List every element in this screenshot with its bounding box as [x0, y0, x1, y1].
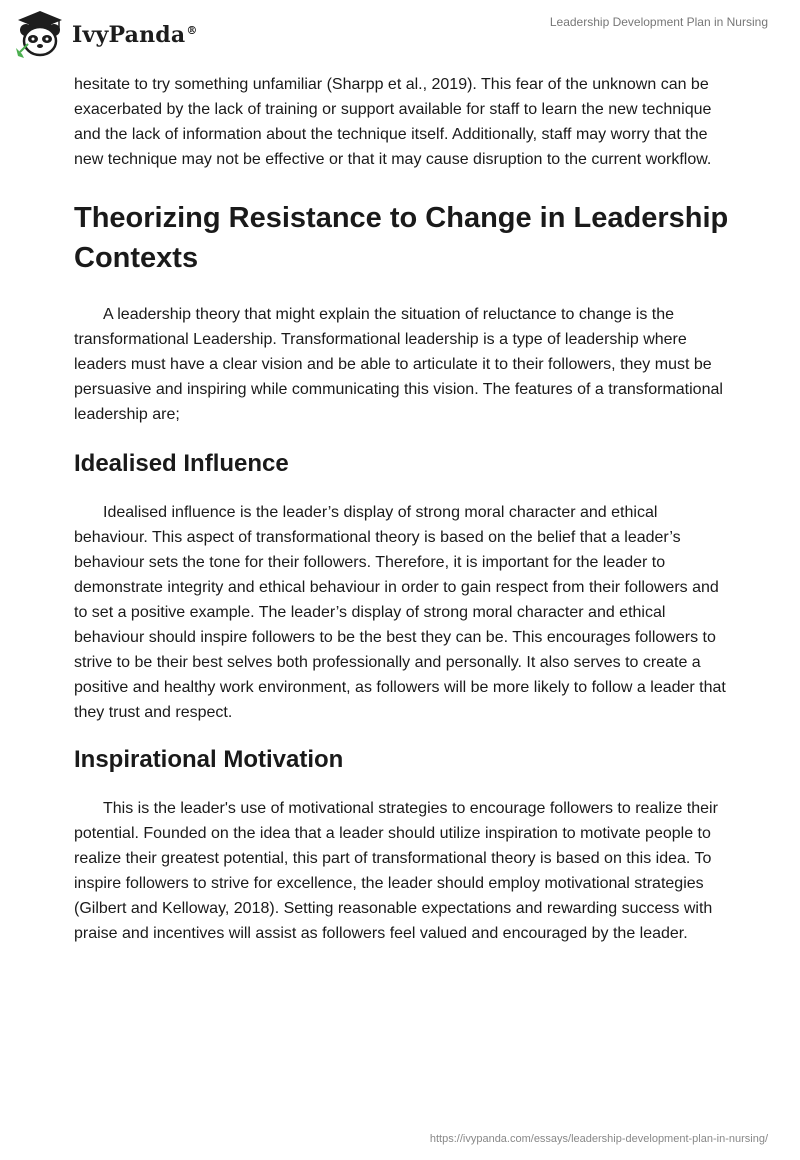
subsection-heading-idealised-influence: Idealised Influence — [74, 450, 289, 477]
section-heading: Theorizing Resistance to Change in Leadership Contexts — [74, 202, 729, 274]
section-paragraph: A leadership theory that might explain the situation of reluctance to change is the transformational Leadership. Transformational leadership is a type of leadership where leaders must have a clear vision and be able to articulate it to their followers, they must be persuasive and inspiring while communicating this vision. The features of a transformational leadership are; — [74, 306, 723, 423]
subsection-heading-inspirational-motivation: Inspirational Motivation — [74, 746, 344, 773]
subsection-paragraph-idealised-influence: Idealised influence is the leader’s display of strong moral character and ethical behaviour. This aspect of transformational theory is based on the belief that a leader’s behaviour sets the tone for their followers. Therefore, it is important for the leader to demonstrate integrity and ethical behaviour in order to gain respect from their followers and to set a positive example. The leader’s display of strong moral character and ethical behaviour should inspire followers to be the best they can be. This encourages followers to strive to be their best selves both professionally and personally. It also serves to create a positive and healthy work environment, as followers will be more likely to follow a leader that they trust and respect. — [74, 504, 726, 721]
brand-logo[interactable] — [14, 8, 198, 60]
subsection-paragraph-inspirational-motivation: This is the leader's use of motivational strategies to encourage followers to realize their potential. Founded on the idea that a leader should utilize inspiration to motivate people to realize their greatest potential, this part of transformational theory is based on this idea. To inspire followers to strive for excellence, the leader should employ motivational strategies (Gilbert and Kelloway, 2018). Setting reasonable expectations and rewarding success with praise and incentives will assist as followers feel valued and encouraged by the leader. — [74, 800, 718, 942]
footer-url-link[interactable]: https://ivypanda.com/essays/leadership-development-plan-in-nursing/ — [429, 1133, 768, 1145]
document-title: Leadership Development Plan in Nursing — [549, 15, 768, 29]
intro-paragraph: hesitate to try something unfamiliar (Sharpp et al., 2019). This fear of the unknown can be exacerbated by the lack of training or support available for staff to learn the new technique and the lack of information about the technique itself. Additionally, staff may worry that the new technique may not be effective or that it may cause disruption to the current workflow. — [74, 76, 712, 168]
registered-mark: ® — [186, 23, 198, 37]
panda-logo-icon — [14, 8, 66, 60]
essay-content — [74, 70, 734, 946]
page-header — [0, 0, 800, 70]
brand-name: IvyPanda® — [72, 22, 198, 48]
